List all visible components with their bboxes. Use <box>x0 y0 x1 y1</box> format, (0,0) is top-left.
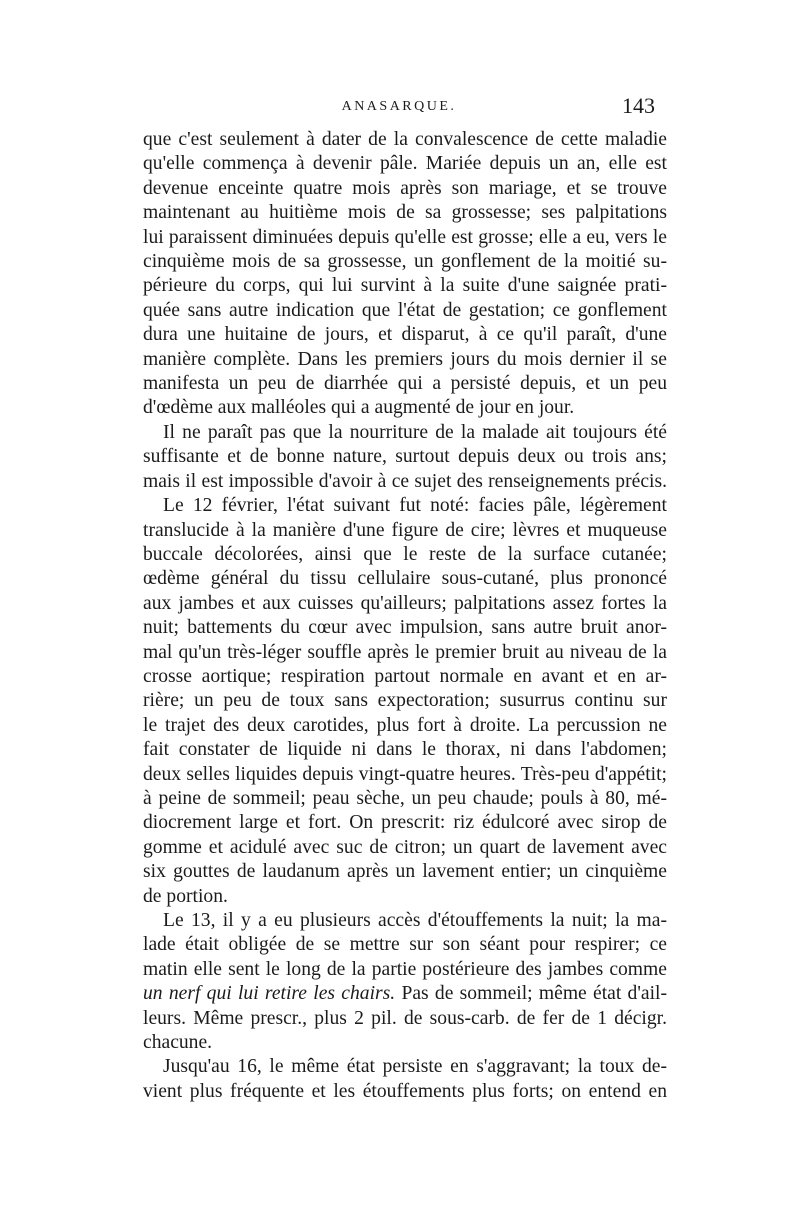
page-header <box>143 93 655 123</box>
text-line: de portion. <box>143 885 228 907</box>
text-line: mais il est impossible d'avoir à ce sujet des renseignements précis. <box>143 470 667 492</box>
text-line: fait constater de liquide ni dans le thorax, ni dans l'abdomen; <box>143 739 667 761</box>
italic-quote: un nerf qui lui retire les chairs. <box>143 983 396 1005</box>
text-line: diocrement large et fort. On prescrit: riz édulcoré avec sirop de <box>143 812 667 834</box>
paragraph-5 <box>143 1055 667 1104</box>
text-line: cinquième mois de sa grossesse, un gonflement de la moitié su- <box>143 251 667 273</box>
text-line: nuit; battements du cœur avec impulsion, sans autre bruit anor- <box>143 617 667 639</box>
text-line: leurs. Même prescr., plus 2 pil. de sous-carb. de fer de 1 décigr. <box>143 1007 667 1029</box>
text-line: buccale décolorées, ainsi que le reste de la surface cutanée; <box>143 543 667 565</box>
text-line: Le 13, il y a eu plusieurs accès d'étouffements la nuit; la ma- <box>163 910 667 931</box>
text-line: chacune. <box>143 1032 213 1054</box>
running-title: ANASARQUE. <box>341 99 457 114</box>
text-line: deux selles liquides depuis vingt-quatre heures. Très-peu d'appétit; <box>143 763 667 785</box>
text-line: quée sans autre indication que l'état de gestation; ce gonflement <box>143 299 667 321</box>
text-line: gomme et acidulé avec suc de citron; un quart de lavement avec <box>143 836 667 858</box>
text-line: le trajet des deux carotides, plus fort à droite. La percussion ne <box>143 714 667 736</box>
text-line: Le 12 février, l'état suivant fut noté: facies pâle, légèrement <box>163 495 667 517</box>
text-line: maintenant au huitième mois de sa grossesse; ses palpitations <box>143 202 667 224</box>
text-line: crosse aortique; respiration partout normale en avant et en ar- <box>143 665 667 687</box>
text-line: d'œdème aux malléoles qui a augmenté de jour en jour. <box>143 397 575 419</box>
text-line: Il ne paraît pas que la nourriture de la malade ait toujours été <box>163 421 667 443</box>
text-line: dura une huitaine de jours, et disparut, à ce qu'il paraît, d'une <box>143 324 667 346</box>
text-line: translucide à la manière d'une figure de cire; lèvres et muqueuse <box>143 519 667 541</box>
text-line: mal qu'un très-léger souffle après le premier bruit au niveau de la <box>143 641 667 663</box>
text-line: devenue enceinte quatre mois après son mariage, et se trouve <box>143 177 667 199</box>
text-line: manifesta un peu de diarrhée qui a persisté depuis, et un peu <box>143 373 667 395</box>
text-line: à peine de sommeil; peau sèche, un peu chaude; pouls à 80, mé- <box>143 787 667 809</box>
text-line: six gouttes de laudanum après un lavement entier; un cinquième <box>143 861 667 883</box>
paragraph-1 <box>143 128 667 421</box>
text-line: périeure du corps, qui lui survint à la suite d'une saignée prati- <box>143 275 667 297</box>
paragraph-4 <box>143 909 667 1055</box>
text-line: suffisante et de bonne nature, surtout depuis deux ou trois ans; <box>143 446 667 468</box>
text-line: vient plus fréquente et les étouffements plus forts; on entend en <box>143 1080 667 1102</box>
text-line <box>143 982 667 1006</box>
text-line: aux jambes et aux cuisses qu'ailleurs; palpitations assez fortes la <box>143 592 667 614</box>
text-line: Jusqu'au 16, le même état persiste en s'aggravant; la toux de- <box>163 1056 667 1078</box>
text-line: que c'est seulement à dater de la convalescence de cette maladie <box>143 129 667 150</box>
paragraph-3 <box>143 494 667 909</box>
text-line: matin elle sent le long de la partie postérieure des jambes comme <box>143 958 667 980</box>
text-line-tail: Pas de sommeil; même état d'ail- <box>395 983 667 1005</box>
text-line: œdème général du tissu cellulaire sous-cutané, plus prononcé <box>143 568 667 590</box>
page-number: 143 <box>622 93 655 118</box>
text-line: lui paraissent diminuées depuis qu'elle est grosse; elle a eu, vers le <box>143 226 667 248</box>
text-line: qu'elle commença à devenir pâle. Mariée depuis un an, elle est <box>143 153 667 175</box>
text-line: manière complète. Dans les premiers jours du mois dernier il se <box>143 348 667 370</box>
text-line: rière; un peu de toux sans expectoration; susurrus continu sur <box>143 690 667 712</box>
text-line: lade était obligée de se mettre sur son séant pour respirer; ce <box>143 934 667 956</box>
body-text <box>143 128 667 1104</box>
paragraph-2 <box>143 421 667 494</box>
